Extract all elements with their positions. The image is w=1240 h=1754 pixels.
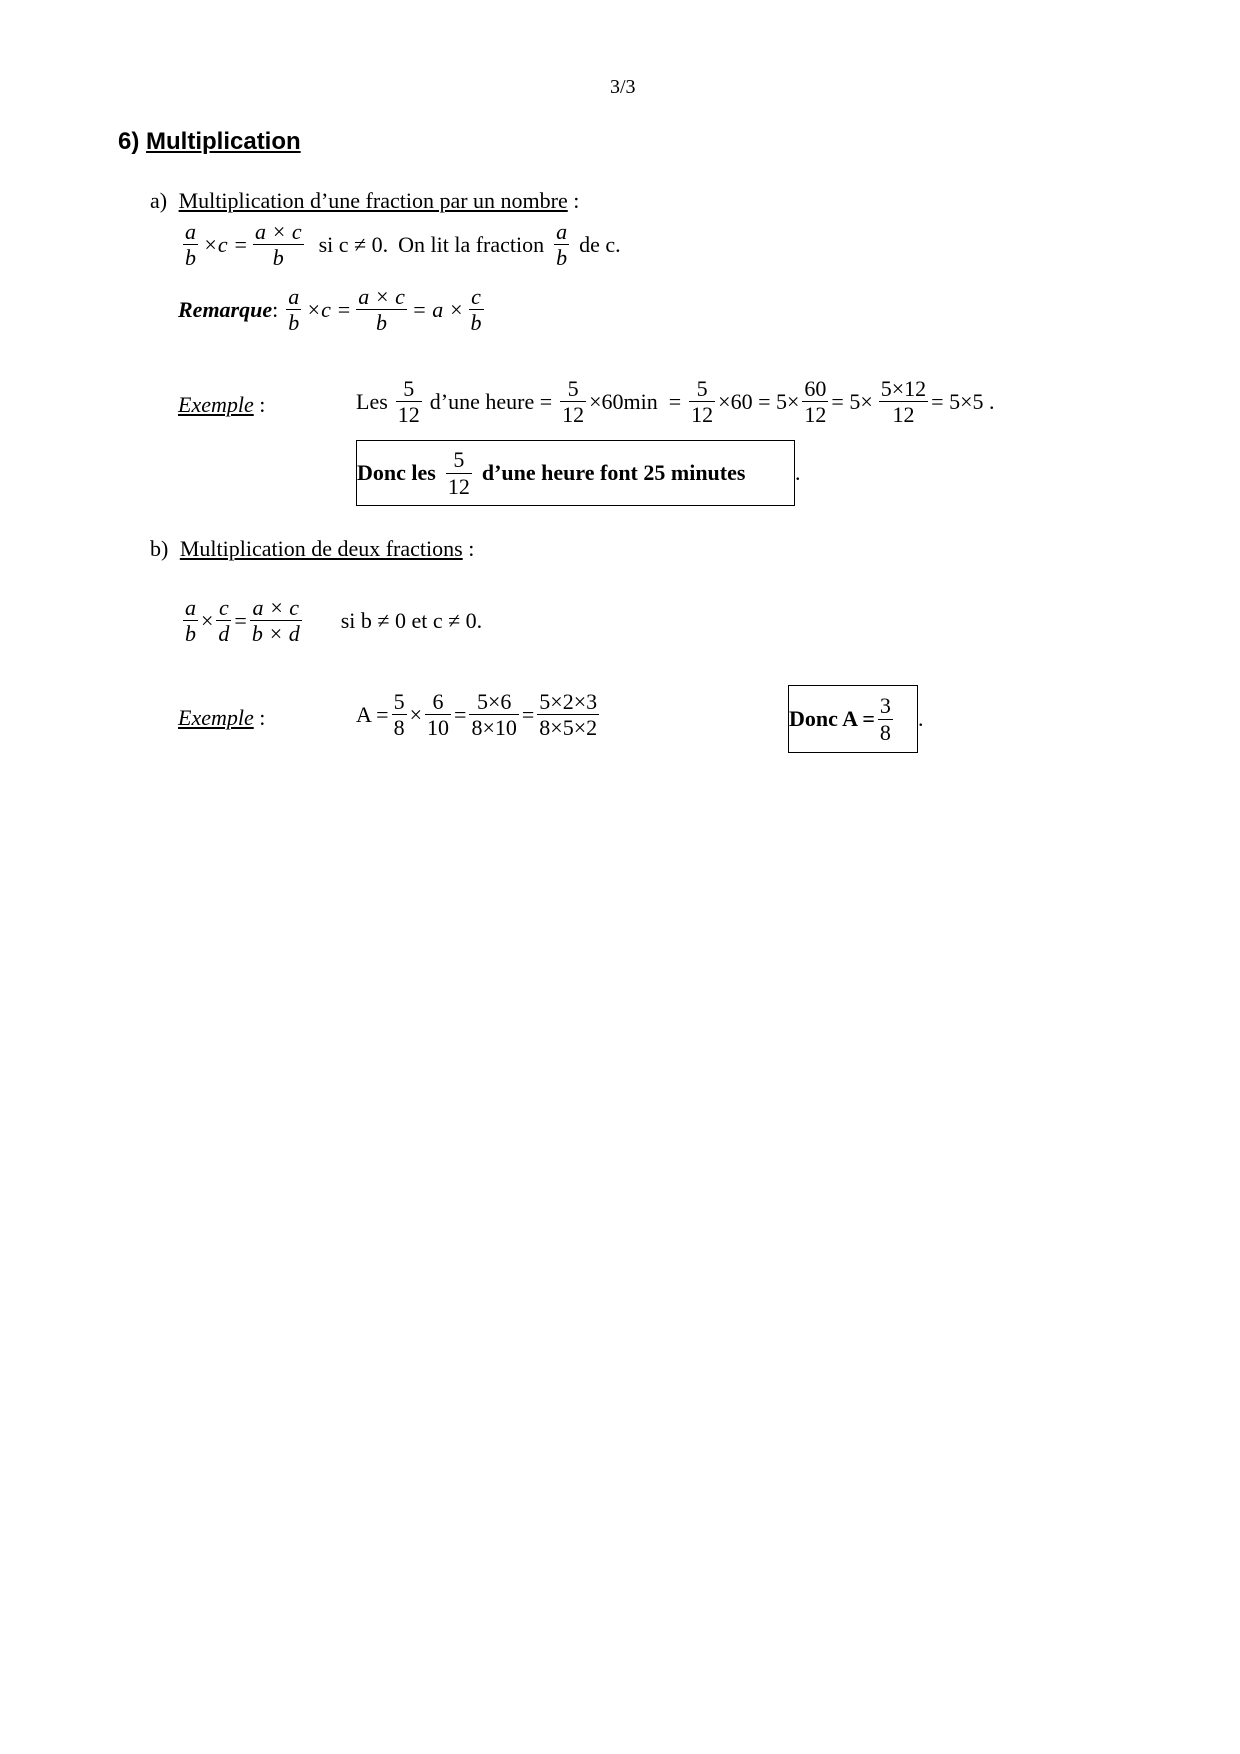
text: Les xyxy=(356,388,388,414)
part-a-heading xyxy=(150,188,579,214)
numerator: a × c xyxy=(358,284,405,309)
text: d’une heure font 25 minutes xyxy=(481,460,746,485)
section-number: 6) xyxy=(118,128,140,155)
denominator: b xyxy=(556,245,568,271)
part-b-heading xyxy=(150,536,474,562)
denominator: b xyxy=(185,245,196,271)
section-title: Multiplication xyxy=(146,128,301,155)
operator: = a × xyxy=(411,296,464,322)
denominator: 12 xyxy=(562,402,585,428)
part-a-title: Multiplication d’une fraction par un nombre xyxy=(178,188,568,213)
numerator: 6 xyxy=(432,689,444,714)
fraction xyxy=(286,285,301,334)
part-b-title: Multiplication de deux fractions xyxy=(179,536,463,561)
fraction xyxy=(537,690,599,739)
denominator: b xyxy=(470,310,482,336)
part-a-formula xyxy=(180,220,621,269)
fraction xyxy=(396,377,422,426)
text: . xyxy=(795,460,801,485)
denominator: b xyxy=(253,244,304,269)
example-label: Exemple xyxy=(178,392,254,417)
denominator: b × d xyxy=(251,621,300,647)
conclusion-b xyxy=(788,685,924,753)
part-b-formula xyxy=(180,596,482,645)
fraction xyxy=(183,596,198,645)
fraction xyxy=(802,377,828,426)
numerator: a xyxy=(556,219,568,244)
text: = 5×5 . xyxy=(931,388,995,414)
numerator: a xyxy=(185,595,196,620)
fraction xyxy=(250,596,302,645)
text: Donc A = xyxy=(789,706,875,731)
denominator: 12 xyxy=(397,402,420,428)
conclusion-box xyxy=(356,440,795,506)
colon: : xyxy=(567,188,580,213)
denominator: b xyxy=(185,621,196,647)
operator: = xyxy=(234,607,247,633)
denominator: 12 xyxy=(879,401,928,426)
example-label: Exemple xyxy=(178,705,254,730)
numerator: 3 xyxy=(879,693,891,719)
numerator: 5×2×3 xyxy=(539,689,598,714)
denominator: 8 xyxy=(879,719,891,745)
fraction xyxy=(469,690,518,739)
numerator: 5 xyxy=(453,447,465,473)
text: d’une heure = xyxy=(429,388,553,414)
part-b-label: b) xyxy=(150,536,169,561)
denominator: 12 xyxy=(804,402,827,428)
operator: × xyxy=(201,607,214,633)
colon: : xyxy=(462,536,475,561)
denominator: 8×5×2 xyxy=(539,715,598,741)
text: ×60 = 5× xyxy=(718,388,800,414)
operator: × xyxy=(409,701,423,727)
numerator: a × c xyxy=(252,595,300,620)
numerator: a xyxy=(185,219,196,244)
operator: ×c = xyxy=(203,231,248,257)
reading-tail: de c. xyxy=(579,231,621,257)
conclusion-box xyxy=(788,685,918,753)
colon: : xyxy=(253,705,266,730)
part-a-label: a) xyxy=(150,188,168,213)
fraction xyxy=(183,220,198,269)
fraction xyxy=(253,220,304,269)
denominator: b xyxy=(356,309,407,334)
page-number: 3/3 xyxy=(610,76,636,98)
fraction xyxy=(356,285,407,334)
text: . xyxy=(918,706,924,731)
condition: si b ≠ 0 et c ≠ 0. xyxy=(340,607,483,633)
numerator: 5 xyxy=(567,376,579,401)
example-b-label xyxy=(178,705,265,731)
operator: = xyxy=(521,701,535,727)
numerator: 5 xyxy=(403,376,415,401)
denominator: 12 xyxy=(691,402,714,428)
denominator: 12 xyxy=(447,473,470,499)
denominator: 8 xyxy=(393,715,405,741)
example-a-computation xyxy=(356,377,994,426)
colon: : xyxy=(272,296,279,322)
denominator: 10 xyxy=(427,715,450,741)
fraction xyxy=(446,448,472,497)
fraction xyxy=(560,377,586,426)
fraction xyxy=(554,220,569,269)
denominator: b xyxy=(288,310,300,336)
text: ×60min = xyxy=(589,388,682,414)
fraction xyxy=(392,690,407,739)
example-a-label xyxy=(178,392,265,418)
numerator: c xyxy=(219,595,229,620)
text: A = xyxy=(356,701,389,727)
numerator: 5×12 xyxy=(880,376,927,401)
numerator: 5 xyxy=(393,689,405,714)
operator: = xyxy=(454,701,467,727)
numerator: 5×6 xyxy=(476,689,512,714)
fraction xyxy=(689,377,715,426)
fraction xyxy=(425,690,451,739)
conclusion-a xyxy=(356,440,801,506)
numerator: a × c xyxy=(254,219,302,244)
denominator: 8×10 xyxy=(471,715,517,741)
reading-text: On lit la fraction xyxy=(398,231,545,257)
condition: si c ≠ 0. xyxy=(318,231,389,257)
text: = 5× xyxy=(831,388,873,414)
text: Donc les xyxy=(357,460,436,485)
denominator: d xyxy=(218,621,230,647)
operator: ×c = xyxy=(306,296,352,322)
colon: : xyxy=(253,392,266,417)
example-b-computation xyxy=(356,690,602,739)
section-heading xyxy=(118,128,301,156)
fraction xyxy=(879,377,928,426)
remark-label: Remarque xyxy=(178,296,273,322)
numerator: c xyxy=(471,284,481,309)
numerator: 5 xyxy=(696,376,708,401)
fraction xyxy=(216,596,231,645)
fraction xyxy=(878,694,893,743)
fraction xyxy=(469,285,484,334)
numerator: a xyxy=(288,284,300,309)
numerator: 60 xyxy=(804,376,827,401)
remark xyxy=(178,285,487,334)
